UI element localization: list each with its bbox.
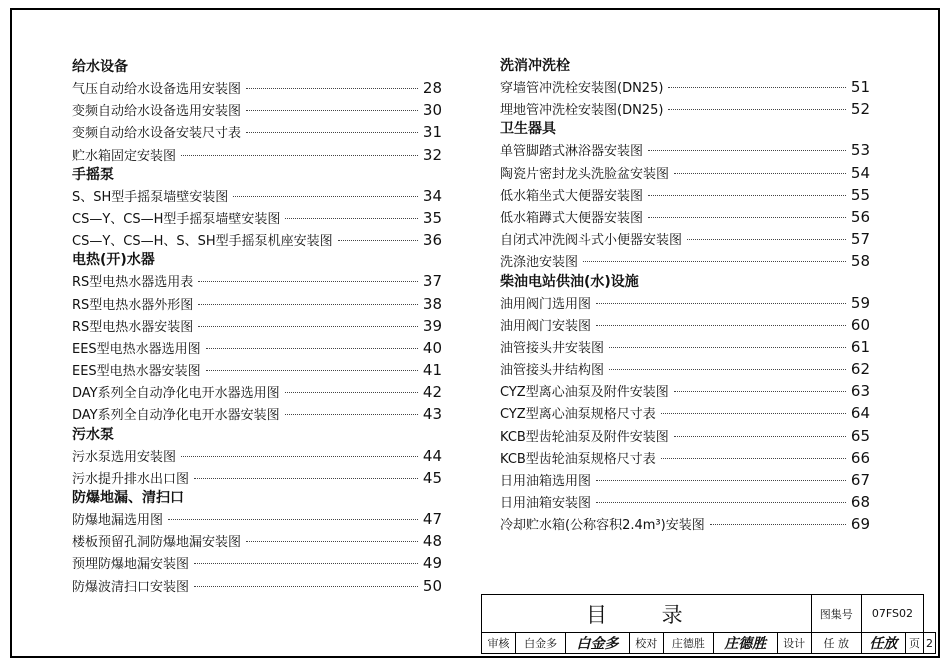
entry-page-number: 60 [850, 315, 870, 334]
entry-title: 防爆波清扫口安装图 [72, 579, 190, 595]
toc-entry [72, 185, 442, 207]
toc-entry [72, 77, 442, 99]
toc-entry [72, 445, 442, 467]
entry-page-number: 66 [850, 448, 870, 467]
dot-leader [181, 155, 418, 156]
designer-signature: 任放 [861, 633, 905, 654]
entry-title: 日用油箱选用图 [500, 474, 592, 489]
review-label: 审核 [482, 633, 516, 654]
toc-entry [72, 270, 442, 292]
section-heading: 手摇泵 [72, 166, 114, 183]
dot-leader [198, 304, 418, 305]
dot-leader [710, 524, 846, 525]
toc-entry [500, 336, 870, 358]
entry-title: 冷却贮水箱(公称容积2.4m³)安装图 [500, 518, 705, 534]
entry-page-number: 41 [422, 361, 442, 380]
entry-page-number: 58 [850, 252, 870, 271]
entry-page-number: 64 [850, 404, 870, 423]
entry-page-number: 36 [422, 231, 442, 250]
dot-leader [687, 239, 846, 240]
dot-leader [609, 347, 846, 348]
design-label: 设计 [777, 633, 811, 654]
dot-leader [285, 218, 418, 219]
entry-page-number: 53 [850, 141, 870, 160]
toc-entry [72, 337, 442, 359]
entry-page-number: 35 [422, 208, 442, 227]
entry-page-number: 62 [850, 360, 870, 379]
toc-entry [72, 575, 442, 597]
entry-page-number: 51 [850, 78, 870, 96]
entry-title: 陶瓷片密封龙头洗脸盆安装图 [500, 166, 670, 182]
entry-title: CS—Y、CS—H型手摇泵墙壁安装图 [72, 211, 281, 227]
dot-leader [668, 109, 845, 110]
toc-title: 目 录 [482, 595, 812, 633]
toc-entry [72, 99, 442, 121]
dot-leader [181, 456, 418, 457]
dot-leader [674, 173, 846, 174]
entry-page-number: 52 [850, 100, 870, 119]
toc-entry [500, 184, 870, 206]
entry-title: 油管接头井安装图 [500, 340, 605, 356]
dot-leader [648, 150, 846, 151]
toc-entry [500, 380, 870, 402]
page-number: 2 [924, 633, 936, 654]
dot-leader [609, 369, 846, 370]
dot-leader [194, 478, 418, 479]
check-label: 校对 [629, 633, 663, 654]
dot-leader [596, 502, 846, 503]
entry-title: RS型电热水器安装图 [72, 319, 194, 335]
toc-entry [72, 315, 442, 337]
section-heading: 电热(开)水器 [72, 252, 155, 269]
toc-entry [72, 121, 442, 143]
toc-entry [500, 491, 870, 513]
entry-title: 洗涤池安装图 [500, 255, 579, 271]
dot-leader [668, 87, 845, 88]
entry-title: 低水箱坐式大便器安装图 [500, 188, 644, 204]
entry-page-number: 43 [422, 405, 442, 424]
entry-page-number: 39 [422, 316, 442, 335]
entry-title: 日用油箱安装图 [500, 496, 592, 512]
checker-name: 庄德胜 [663, 633, 713, 654]
entry-title: 污水提升排水出口图 [72, 471, 190, 487]
entry-page-number: 61 [850, 337, 870, 356]
entry-page-number: 50 [422, 576, 442, 595]
entry-title: 变频自动给水设备选用安装图 [72, 104, 242, 120]
entry-page-number: 67 [850, 471, 870, 489]
entry-title: 埋地管冲洗栓安装图(DN25) [500, 103, 664, 119]
toc-entry [72, 229, 442, 251]
entry-page-number: 47 [422, 510, 442, 528]
toc-entry [500, 402, 870, 424]
dot-leader [648, 217, 846, 218]
entry-page-number: 38 [422, 294, 442, 313]
entry-page-number: 31 [422, 123, 442, 142]
section-heading: 洗消冲洗栓 [500, 58, 570, 74]
entry-title: KCB型齿轮油泵规格尺寸表 [500, 451, 656, 467]
entry-page-number: 69 [850, 515, 870, 534]
entry-page-number: 54 [850, 163, 870, 182]
entry-title: CYZ型离心油泵规格尺寸表 [500, 407, 656, 423]
entry-page-number: 44 [422, 446, 442, 465]
entry-title: 单管脚踏式淋浴器安装图 [500, 144, 644, 160]
dot-leader [198, 281, 418, 282]
toc-entry [500, 139, 870, 161]
entry-page-number: 49 [422, 554, 442, 573]
toc-entry [72, 359, 442, 381]
toc-entry [72, 530, 442, 552]
entry-title: EES型电热水器安装图 [72, 364, 201, 380]
entry-title: 气压自动给水设备选用安装图 [72, 82, 242, 97]
section-heading: 柴油电站供油(水)设施 [500, 273, 639, 290]
entry-title: 穿墙管冲洗栓安装图(DN25) [500, 81, 664, 96]
entry-title: DAY系列全自动净化电开水器安装图 [72, 408, 280, 424]
entry-title: RS型电热水器外形图 [72, 297, 194, 313]
toc-entry [500, 250, 870, 272]
entry-title: 贮水箱固定安装图 [72, 148, 177, 164]
page-label: 页 [905, 633, 923, 654]
dot-leader [246, 132, 418, 133]
section-heading: 防爆地漏、清扫口 [72, 490, 184, 506]
title-block [481, 594, 936, 654]
toc-entry [500, 425, 870, 447]
toc-entry [500, 76, 870, 98]
entry-page-number: 63 [850, 382, 870, 401]
entry-title: 污水泵选用安装图 [72, 449, 177, 465]
entry-page-number: 45 [422, 468, 442, 487]
dot-leader [596, 480, 846, 481]
entry-page-number: 40 [422, 338, 442, 357]
entry-title: EES型电热水器选用图 [72, 341, 201, 357]
dot-leader [285, 392, 418, 393]
entry-page-number: 37 [422, 272, 442, 291]
dot-leader [674, 436, 846, 437]
entry-title: 油管接头井结构图 [500, 363, 605, 379]
dot-leader [338, 240, 418, 241]
toc-entry [500, 228, 870, 250]
dot-leader [661, 458, 846, 459]
dot-leader [198, 326, 418, 327]
toc-entry [500, 162, 870, 184]
dot-leader [583, 261, 846, 262]
entry-page-number: 34 [422, 186, 442, 205]
entry-page-number: 68 [850, 493, 870, 512]
entry-title: DAY系列全自动净化电开水器选用图 [72, 386, 280, 402]
toc-entry [72, 293, 442, 315]
toc-entry [72, 403, 442, 425]
designer-name: 任 放 [811, 633, 861, 654]
toc-entry [500, 447, 870, 469]
toc-entry [500, 358, 870, 380]
dot-leader [648, 195, 846, 196]
toc-entry [72, 144, 442, 166]
entry-title: 自闭式冲洗阀斗式小便器安装图 [500, 233, 683, 249]
dot-leader [285, 414, 418, 415]
section-heading: 污水泵 [72, 426, 114, 443]
dot-leader [206, 348, 418, 349]
entry-page-number: 55 [850, 185, 870, 204]
dot-leader [674, 391, 846, 392]
dot-leader [168, 519, 418, 520]
toc-entry [500, 513, 870, 535]
entry-title: 低水箱蹲式大便器安装图 [500, 210, 644, 226]
checker-signature: 庄德胜 [714, 633, 778, 654]
toc-entry [72, 552, 442, 574]
toc-left-column [72, 58, 442, 597]
entry-title: S、SH型手摇泵墙壁安装图 [72, 189, 229, 205]
dot-leader [246, 541, 418, 542]
entry-title: CS—Y、CS—H、S、SH型手摇泵机座安装图 [72, 234, 333, 250]
entry-page-number: 57 [850, 230, 870, 249]
entry-title: KCB型齿轮油泵及附件安装图 [500, 429, 669, 445]
entry-title: 油用阀门安装图 [500, 318, 592, 334]
dot-leader [596, 303, 846, 304]
section-heading: 卫生器具 [500, 121, 556, 138]
reviewer-name: 白金多 [515, 633, 565, 654]
atlas-label: 图集号 [811, 595, 861, 633]
dot-leader [206, 370, 418, 371]
entry-page-number: 42 [422, 383, 442, 402]
section-heading: 给水设备 [72, 59, 128, 75]
entry-page-number: 28 [422, 79, 442, 97]
entry-title: 防爆地漏选用图 [72, 513, 164, 528]
dot-leader [233, 196, 418, 197]
entry-page-number: 56 [850, 207, 870, 226]
dot-leader [246, 110, 418, 111]
dot-leader [246, 88, 418, 89]
dot-leader [194, 563, 418, 564]
toc-entry [500, 314, 870, 336]
toc-entry [72, 381, 442, 403]
dot-leader [661, 413, 846, 414]
toc-entry [500, 206, 870, 228]
toc-entry [500, 469, 870, 491]
entry-page-number: 48 [422, 532, 442, 551]
toc-entry [72, 467, 442, 489]
atlas-number: 07FS02 [861, 595, 923, 633]
entry-title: 楼板预留孔洞防爆地漏安装图 [72, 535, 242, 551]
toc-right-column [500, 57, 870, 536]
reviewer-signature: 白金多 [566, 633, 630, 654]
entry-title: 油用阀门选用图 [500, 296, 592, 312]
entry-page-number: 65 [850, 426, 870, 445]
toc-entry [72, 207, 442, 229]
dot-leader [596, 325, 846, 326]
entry-page-number: 30 [422, 101, 442, 120]
dot-leader [194, 586, 418, 587]
toc-entry [500, 292, 870, 314]
entry-title: CYZ型离心油泵及附件安装图 [500, 385, 669, 401]
toc-entry [72, 508, 442, 530]
toc-entry [500, 98, 870, 120]
entry-title: 变频自动给水设备安装尺寸表 [72, 126, 242, 142]
entry-title: RS型电热水器选用表 [72, 275, 194, 291]
entry-page-number: 59 [850, 293, 870, 312]
entry-title: 预埋防爆地漏安装图 [72, 557, 190, 573]
entry-page-number: 32 [422, 145, 442, 164]
